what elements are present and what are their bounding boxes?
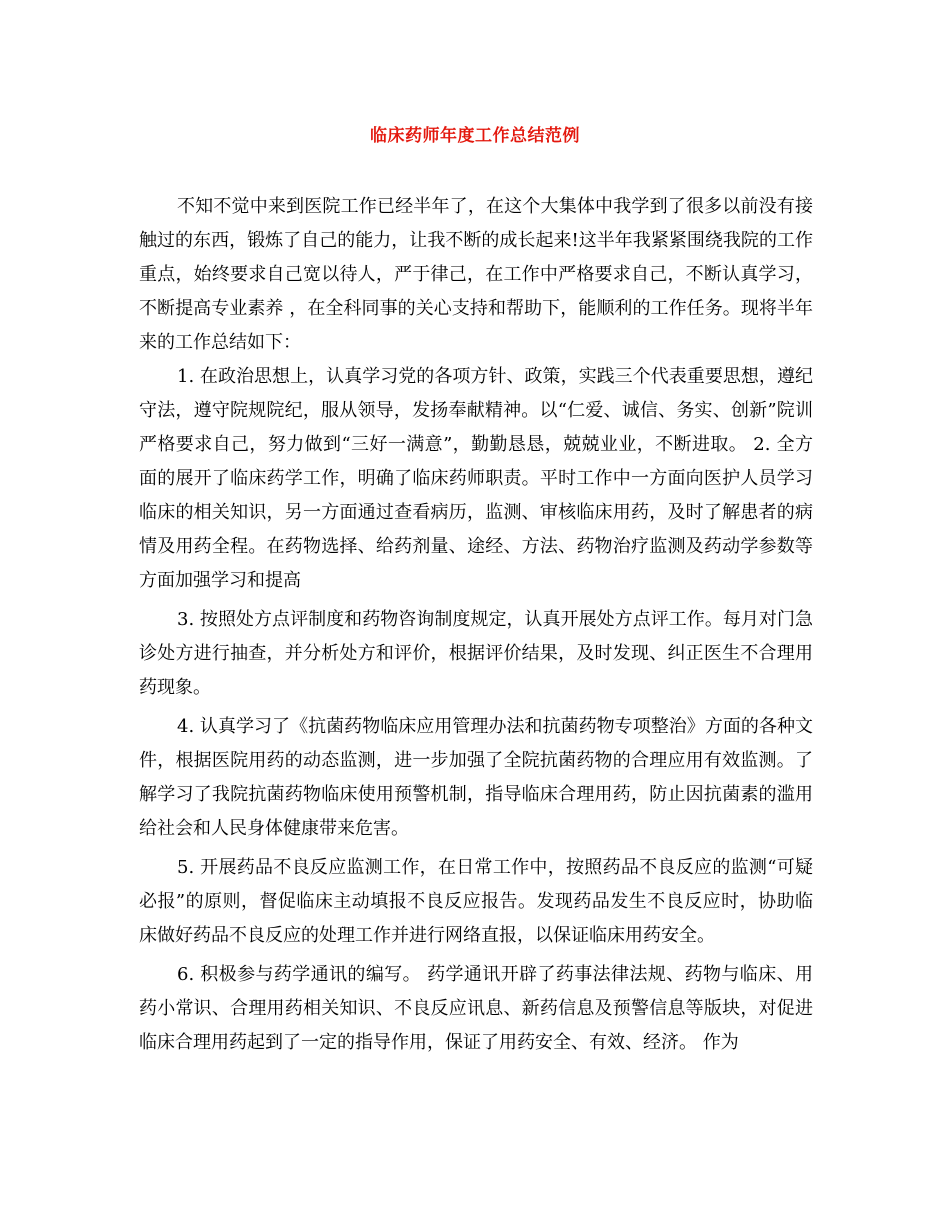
item-1-2-paragraph: 1. 在政治思想上，认真学习党的各项方针、政策，实践三个代表重要思想，遵纪守法，遵守院规院纪，服从领导，发扬奉献精神。以“仁爱、诚信、务实、创新”院训严格要求自己，努力做到“三好一满意”，勤勤恳恳，兢兢业业，不断进取。 2. 全方面的展开了临床药学工作，明确了临床药师职责。平时工作中一方面向医护人员学习临床的相关知识，另一方面通过查看病历，监测、审核临床用药，及时了解患者的病情及用药全程。在药物选择、给药剂量、途经、方法、药物治疗监测及药动学参数等方面加强学习和提高 bbox=[139, 366, 813, 591]
document-title: 临床药师年度工作总结范例 bbox=[370, 126, 580, 146]
item-4-paragraph: 4. 认真学习了《抗菌药物临床应用管理办法和抗菌药物专项整治》方面的各种文件，根据医院用药的动态监测，进一步加强了全院抗菌药物的合理应用有效监测。了解学习了我院抗菌药物临床使用预警机制，指导临床合理用药，防止因抗菌素的滥用给社会和人民身体健康带来危害。 bbox=[139, 716, 813, 839]
item-3-paragraph: 3. 按照处方点评制度和药物咨询制度规定，认真开展处方点评工作。每月对门急诊处方进行抽查，并分析处方和评价，根据评价结果，及时发现、纠正医生不合理用药现象。 bbox=[139, 609, 813, 698]
intro-paragraph: 不知不觉中来到医院工作已经半年了，在这个大集体中我学到了很多以前没有接触过的东西，锻炼了自己的能力，让我不断的成长起来!这半年我紧紧围绕我院的工作重点，始终要求自己宽以待人，严于律己，在工作中严格要求自己，不断认真学习，不断提高专业素养 ，在全科同事的关心支持和帮助下，能顺利的工作任务。现将半年来的工作总结如下： bbox=[139, 196, 813, 353]
item-6-paragraph: 6. 积极参与药学通讯的编写。 药学通讯开辟了药事法律法规、药物与临床、用药小常识、合理用药相关知识、不良反应讯息、新药信息及预警信息等版块，对促进临床合理用药起到了一定的指导作用，保证了用药安全、有效、经济。 作为 bbox=[139, 964, 813, 1053]
item-5-paragraph: 5. 开展药品不良反应监测工作，在日常工作中，按照药品不良反应的监测“可疑必报”的原则，督促临床主动填报不良反应报告。发现药品发生不良反应时，协助临床做好药品不良反应的处理工作并进行网络直报，以保证临床用药安全。 bbox=[139, 857, 813, 946]
document-body bbox=[139, 190, 813, 1060]
